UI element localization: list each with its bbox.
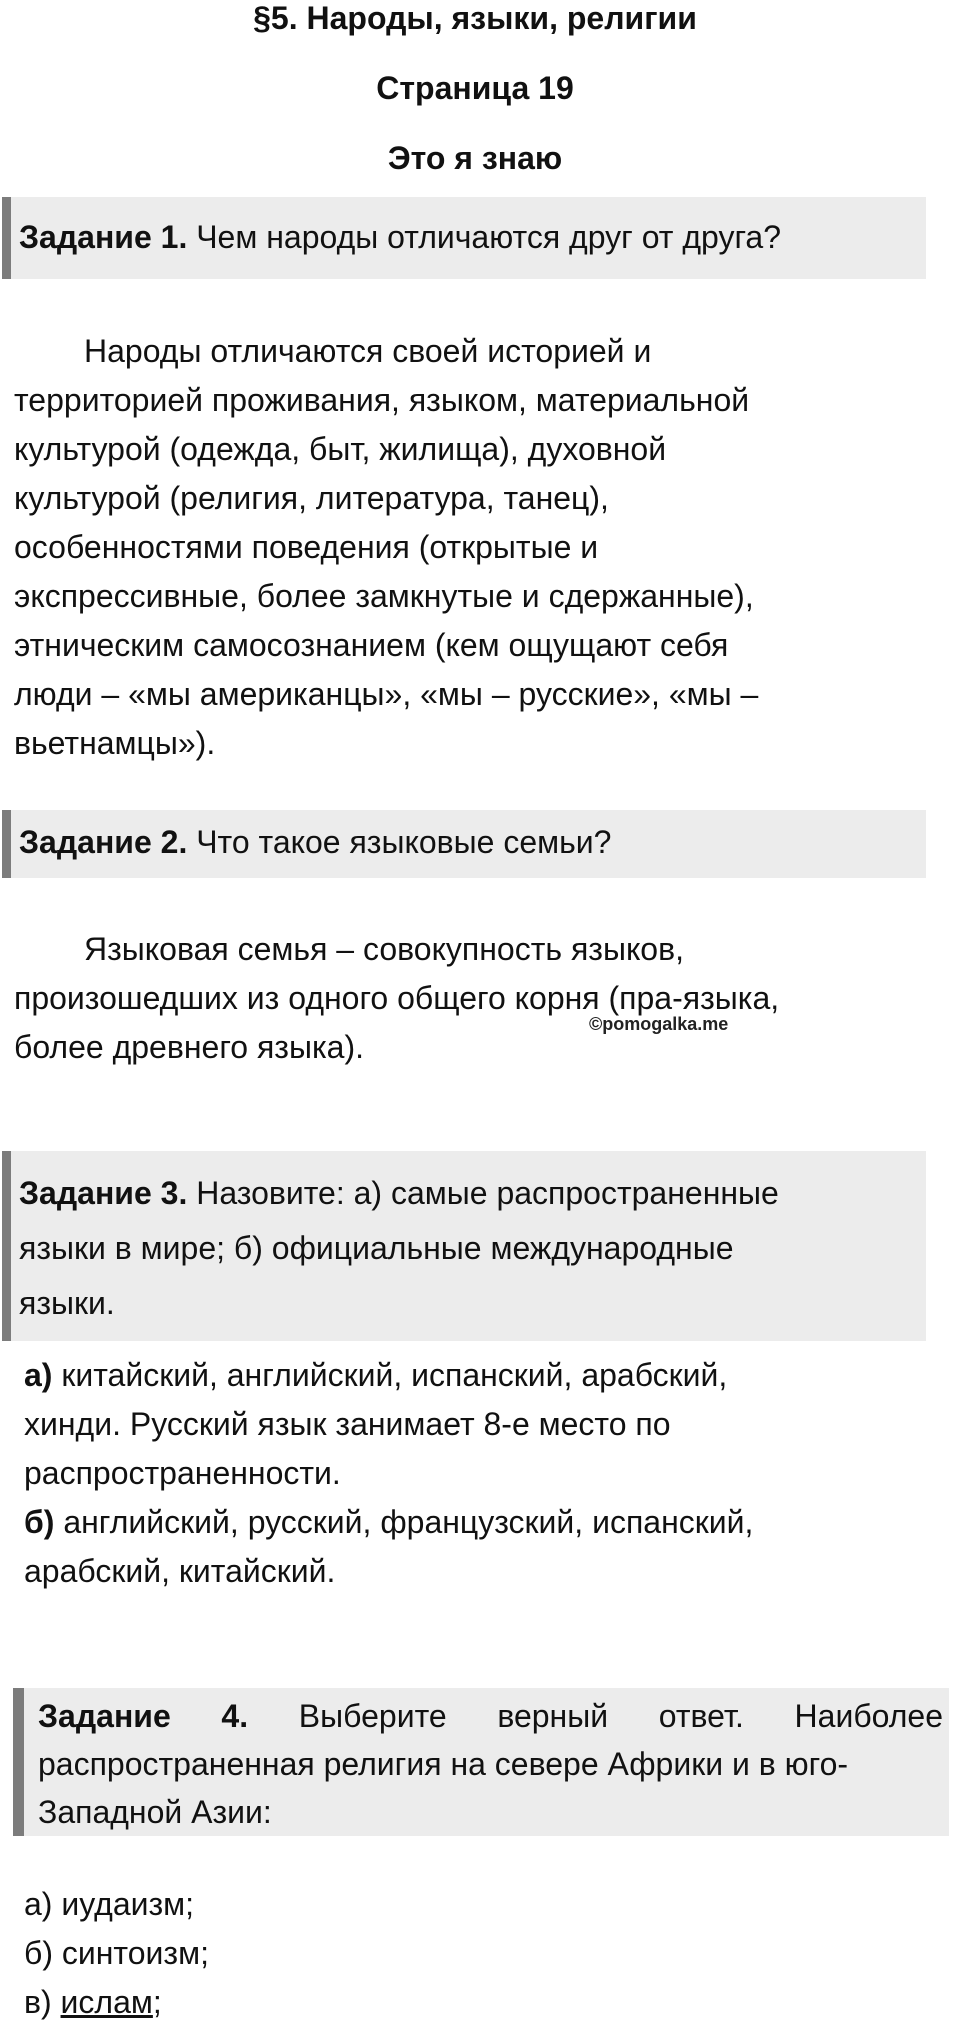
answer-a-line: китайский, английский, испанский, арабский, — [52, 1357, 728, 1393]
task-2-box — [2, 810, 926, 878]
task-1-answer-line: Народы отличаются своей историей и — [84, 333, 652, 369]
task-1-answer-line: вьетнамцы»). — [14, 725, 216, 761]
task-1-answer-line: этническим самосознанием (кем ощущают себя — [14, 627, 729, 663]
task-2-answer-line: Языковая семья – совокупность языков, — [84, 931, 684, 967]
answer-b-line: английский, русский, французский, испанский, — [54, 1504, 754, 1540]
option-c-prefix: в) — [24, 1984, 61, 2020]
answer-b-line: арабский, китайский. — [24, 1553, 336, 1589]
answer-b-lead: б) — [24, 1504, 55, 1540]
task-1-answer-line: культурой (одежда, быт, жилища), духовной — [14, 431, 667, 467]
task-4-question-line: Западной Азии: — [38, 1794, 272, 1830]
option-c-suffix: ; — [152, 1984, 162, 2020]
subheading: Это я знаю — [387, 140, 563, 176]
task-1-box — [2, 197, 926, 279]
option-c — [24, 1978, 162, 2027]
option-c-answer: ислам — [60, 1984, 153, 2020]
option-b: б) синтоизм; — [24, 1935, 209, 1971]
task-1-answer-line: особенностями поведения (открытые и — [14, 529, 599, 565]
task-3-label: Задание 3. — [19, 1175, 188, 1211]
task-1-answer-line: территорией проживания, языком, материальной — [14, 382, 750, 418]
task-3-box — [2, 1151, 926, 1341]
task-4-label: Задание 4. — [38, 1698, 249, 1734]
task-2-answer — [14, 925, 944, 1072]
task-2-answer-line: более древнего языка). — [14, 1029, 365, 1065]
task-2-answer-line: произошедших из одного общего корня (пра-языка, — [14, 980, 780, 1016]
section-title: §5. Народы, языки, религии — [253, 0, 697, 36]
task-3-question-line: языки в мире; б) официальные международные — [19, 1230, 734, 1266]
task-1-label: Задание 1. — [19, 219, 188, 255]
task-3-answer — [24, 1351, 944, 1596]
task-1-answer-line: экспрессивные, более замкнутые и сдержанные), — [14, 578, 754, 614]
task-4-question-line: распространенная религия на севере Африки и в юго- — [38, 1746, 849, 1782]
page-number: Страница 19 — [376, 70, 574, 106]
answer-a-lead: а) — [24, 1357, 53, 1393]
answer-a-line: хинди. Русский язык занимает 8-е место по — [24, 1406, 671, 1442]
task-4-box — [13, 1688, 949, 1836]
task-2-question: Что такое языковые семьи? — [187, 824, 612, 860]
task-1-answer-line: культурой (религия, литература, танец), — [14, 480, 609, 516]
watermark: ©pomogalka.me — [589, 1014, 729, 1034]
task-2-label: Задание 2. — [19, 824, 188, 860]
option-a: а) иудаизм; — [24, 1886, 195, 1922]
answer-a-line: распространенности. — [24, 1455, 341, 1491]
task-3-question-line: Назовите: а) самые распространенные — [187, 1175, 779, 1211]
task-1-question: Чем народы отличаются друг от друга? — [187, 219, 782, 255]
task-1-answer — [14, 327, 944, 768]
task-4-question-line: Выберите верный ответ. Наиболее — [298, 1698, 944, 1734]
task-3-question-line: языки. — [19, 1285, 115, 1321]
task-1-answer-line: люди – «мы американцы», «мы – русские», «мы – — [14, 676, 759, 712]
